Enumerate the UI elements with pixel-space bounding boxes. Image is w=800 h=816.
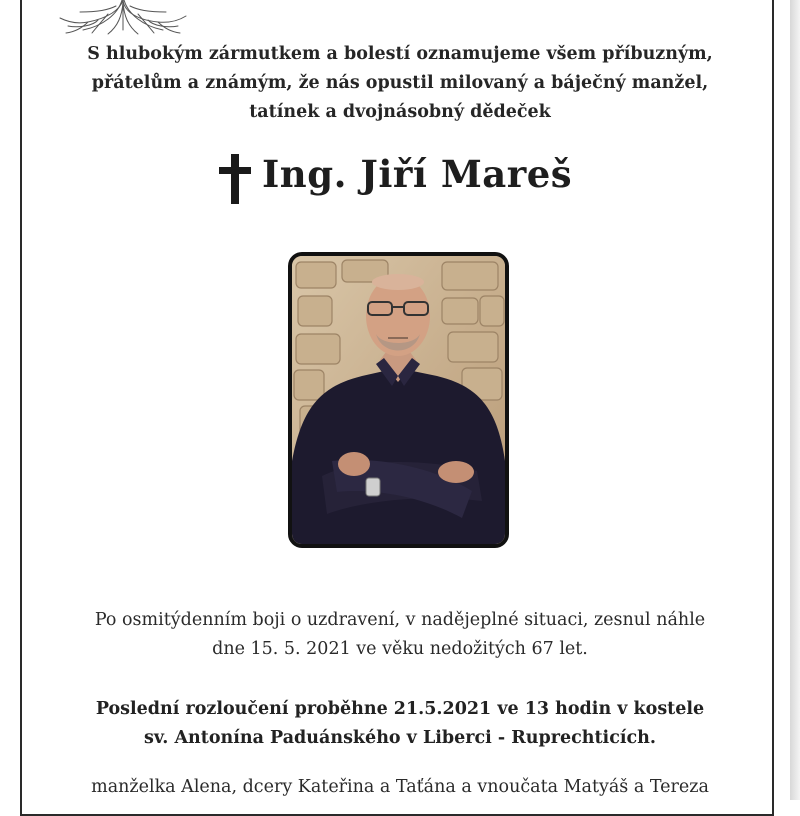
tree-roots-icon	[58, 0, 188, 36]
intro-line: S hlubokým zármutkem a bolestí oznamujeme všem příbuzným,	[87, 44, 713, 64]
intro-text	[60, 40, 740, 127]
intro-line: tatínek a dvojnásobný dědeček	[249, 102, 551, 122]
page-edge	[790, 0, 800, 800]
passing-text	[60, 606, 740, 664]
deceased-name: Ing. Jiří Mareš	[262, 152, 573, 196]
funeral-text	[60, 695, 740, 753]
intro-line: přátelům a známým, že nás opustil milovaný a báječný manžel,	[91, 73, 709, 93]
passing-line: dne 15. 5. 2021 ve věku nedožitých 67 let.	[212, 639, 588, 659]
portrait-photo	[288, 252, 509, 548]
passing-line: Po osmitýdenním boji o uzdravení, v nadějeplné situaci, zesnul náhle	[94, 610, 706, 630]
family-signature: manželka Alena, dcery Kateřina a Taťána a vnoučata Matyáš a Tereza	[91, 777, 709, 797]
latin-cross-icon	[219, 154, 251, 204]
name-row	[0, 150, 800, 206]
funeral-line: sv. Antonína Paduánského v Liberci - Ruprechticích.	[144, 728, 656, 748]
funeral-line: Poslední rozloučení proběhne 21.5.2021 ve 13 hodin v kostele	[95, 699, 705, 719]
